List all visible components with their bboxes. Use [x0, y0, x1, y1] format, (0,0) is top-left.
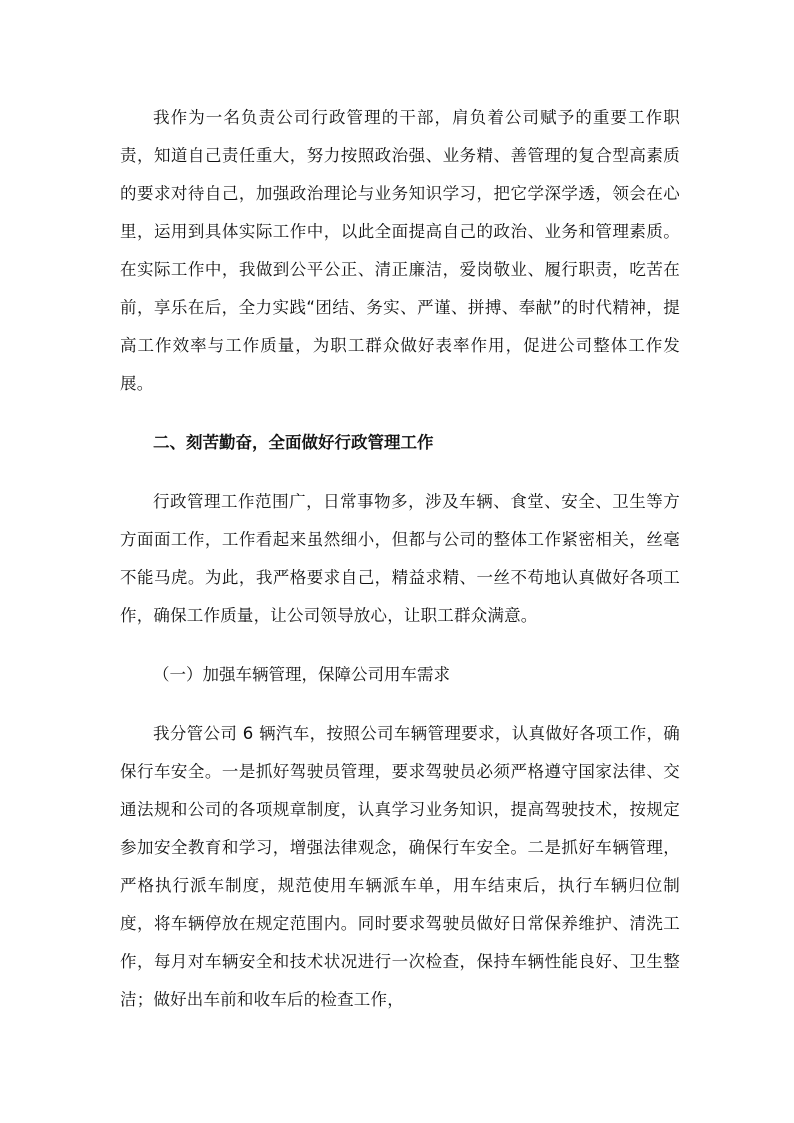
section-heading-2: 二、刻苦勤奋，全面做好行政管理工作 — [153, 433, 434, 452]
paragraph-vehicle-management: 我分管公司 6 辆汽车，按照公司车辆管理要求，认真做好各项工作，确保行车安全。一是抓好驾驶员管理，要求驾驶员必须严格遵守国家法律、交通法规和公司的各项规章制度，认真学习业务知识，提高驾驶技术，按规定参加安全教育和学习，增强法律观念，确保行车安全。二是抓好车辆管理，严格执行派车制度，规范使用车辆派车单，用车结束后，执行车辆归位制度，将车辆停放在规定范围内。同时要求驾驶员做好日常保养维护、清洗工作，每月对车辆安全和技术状况进行一次检查，保持车辆性能良好、卫生整洁；做好出车前和收车后的检查工作， — [120, 724, 680, 1009]
subsection-heading-vehicles: （一）加强车辆管理，保障公司用车需求 — [153, 665, 450, 684]
paragraph-intro: 我作为一名负责公司行政管理的干部，肩负着公司赋予的重要工作职责，知道自己责任重大，努力按照政治强、业务精、善管理的复合型高素质的要求对待自己，加强政治理论与业务知识学习，把它学深学透，领会在心里，运用到具体实际工作中，以此全面提高自己的政治、业务和管理素质。在实际工作中，我做到公平公正、清正廉洁，爱岗敬业、履行职责，吃苦在前，享乐在后，全力实践“团结、务实、严谨、拼搏、奉献”的时代精神，提高工作效率与工作质量，为职工群众做好表率作用，促进公司整体工作发展。 — [120, 108, 680, 393]
document-page — [120, 99, 680, 1019]
paragraph-admin-scope: 行政管理工作范围广，日常事物多，涉及车辆、食堂、安全、卫生等方方面面工作，工作看起来虽然细小，但都与公司的整体工作紧密相关，丝毫不能马虎。为此，我严格要求自己，精益求精、一丝不苟地认真做好各项工作，确保工作质量，让公司领导放心，让职工群众满意。 — [120, 492, 680, 625]
